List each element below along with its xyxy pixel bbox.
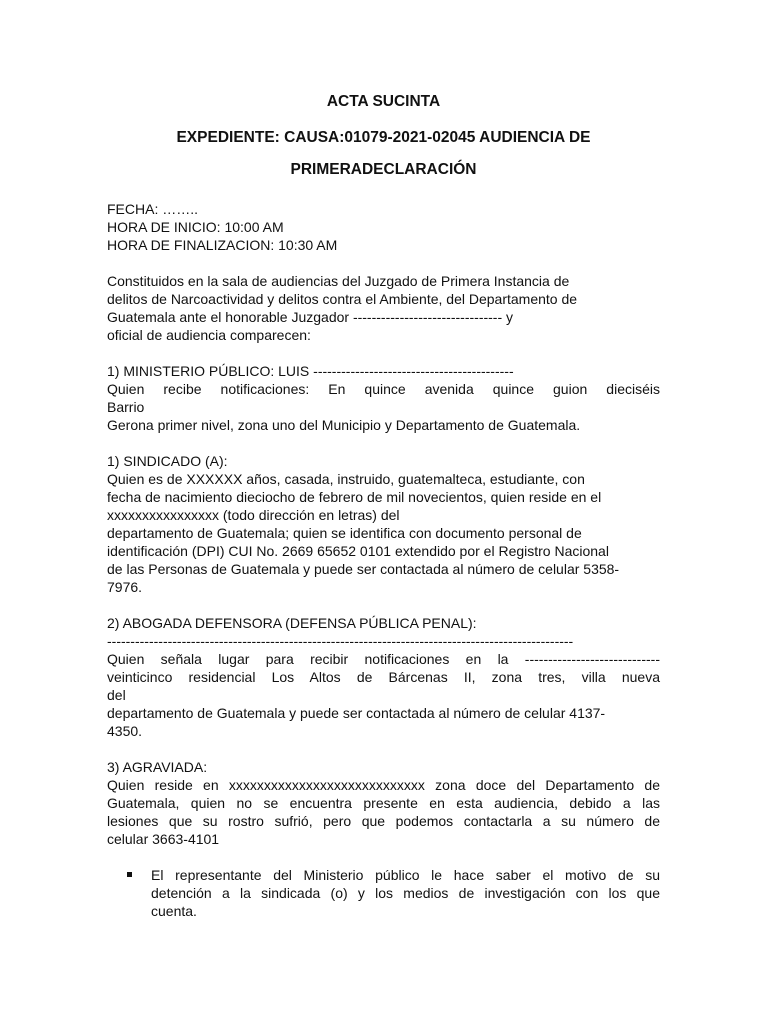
- document-subtitle-line-1: EXPEDIENTE: CAUSA:01079-2021-02045 AUDIENCIA DE: [176, 129, 591, 146]
- paragraph-line: 7976.: [107, 579, 143, 595]
- paragraph-line: identificación (DPI) CUI No. 2669 65652 0101 extendido por el Registro Nacional: [107, 543, 609, 559]
- square-bullet-icon: [127, 872, 132, 877]
- bullet-item: [123, 866, 660, 920]
- paragraph-line: El representante del Ministerio público le hace saber el motivo de su: [151, 867, 660, 883]
- paragraph-line: 4350.: [107, 723, 143, 739]
- paragraph-line: del: [107, 687, 126, 703]
- dashed-line: ----------------------------------------------------------------------------------------------------: [107, 633, 574, 649]
- fecha-field: FECHA: ……..: [107, 201, 199, 217]
- ministerio-section: [107, 362, 660, 434]
- hora-inicio-field: HORA DE INICIO: 10:00 AM: [107, 219, 284, 235]
- section-heading: 3) AGRAVIADA:: [107, 759, 208, 775]
- paragraph-line: detención a la sindicada (o) y los medios de investigación con los que: [151, 885, 660, 901]
- paragraph-line: Quien es de XXXXXX años, casada, instruido, guatemalteca, estudiante, con: [107, 471, 585, 487]
- section-heading: 1) MINISTERIO PÚBLICO: LUIS -------------------------------------------: [107, 363, 514, 379]
- section-heading: 2) ABOGADA DEFENSORA (DEFENSA PÚBLICA PENAL):: [107, 615, 477, 631]
- paragraph-line: Constituidos en la sala de audiencias del Juzgado de Primera Instancia de: [107, 273, 570, 289]
- paragraph-line: oficial de audiencia comparecen:: [107, 327, 311, 343]
- agraviada-section: [107, 758, 660, 848]
- paragraph-line: Guatemala, quien no se encuentra presente en esta audiencia, debido a las: [107, 795, 660, 811]
- paragraph-line: Barrio: [107, 399, 145, 415]
- document-subtitle-line-2: PRIMERADECLARACIÓN: [290, 161, 477, 178]
- sindicado-section: [107, 452, 660, 596]
- paragraph-line: celular 3663-4101: [107, 831, 220, 847]
- paragraph-line: de las Personas de Guatemala y puede ser contactada al número de celular 5358-: [107, 561, 620, 577]
- paragraph-line: Quien señala lugar para recibir notificaciones en la -----------------------------: [107, 651, 660, 667]
- paragraph-line: cuenta.: [151, 903, 197, 919]
- document-body: [107, 92, 660, 920]
- paragraph-line: Guatemala ante el honorable Juzgador -------------------------------- y: [107, 309, 514, 325]
- paragraph-line: Quien reside en xxxxxxxxxxxxxxxxxxxxxxxxxxxx zona doce del Departamento de: [107, 777, 660, 793]
- hora-fin-field: HORA DE FINALIZACION: 10:30 AM: [107, 237, 338, 253]
- abogada-section: [107, 614, 660, 740]
- paragraph-line: delitos de Narcoactividad y delitos contra el Ambiente, del Departamento de: [107, 291, 578, 307]
- section-heading: 1) SINDICADO (A):: [107, 453, 228, 469]
- header-fields: [107, 200, 660, 254]
- intro-paragraph: [107, 272, 660, 344]
- paragraph-line: xxxxxxxxxxxxxxxx (todo dirección en letras) del: [107, 507, 400, 523]
- paragraph-line: lesiones que su rostro sufrió, pero que podemos contactarla a su número de: [107, 813, 660, 829]
- paragraph-line: departamento de Guatemala y puede ser contactada al número de celular 4137-: [107, 705, 606, 721]
- paragraph-line: fecha de nacimiento dieciocho de febrero de mil novecientos, quien reside en el: [107, 489, 602, 505]
- paragraph-line: Gerona primer nivel, zona uno del Municipio y Departamento de Guatemala.: [107, 417, 581, 433]
- paragraph-line: departamento de Guatemala; quien se identifica con documento personal de: [107, 525, 582, 541]
- paragraph-line: veinticinco residencial Los Altos de Bárcenas II, zona tres, villa nueva: [107, 669, 660, 685]
- paragraph-line: Quien recibe notificaciones: En quince avenida quince guion dieciséis: [107, 381, 660, 397]
- document-title: ACTA SUCINTA: [326, 93, 441, 110]
